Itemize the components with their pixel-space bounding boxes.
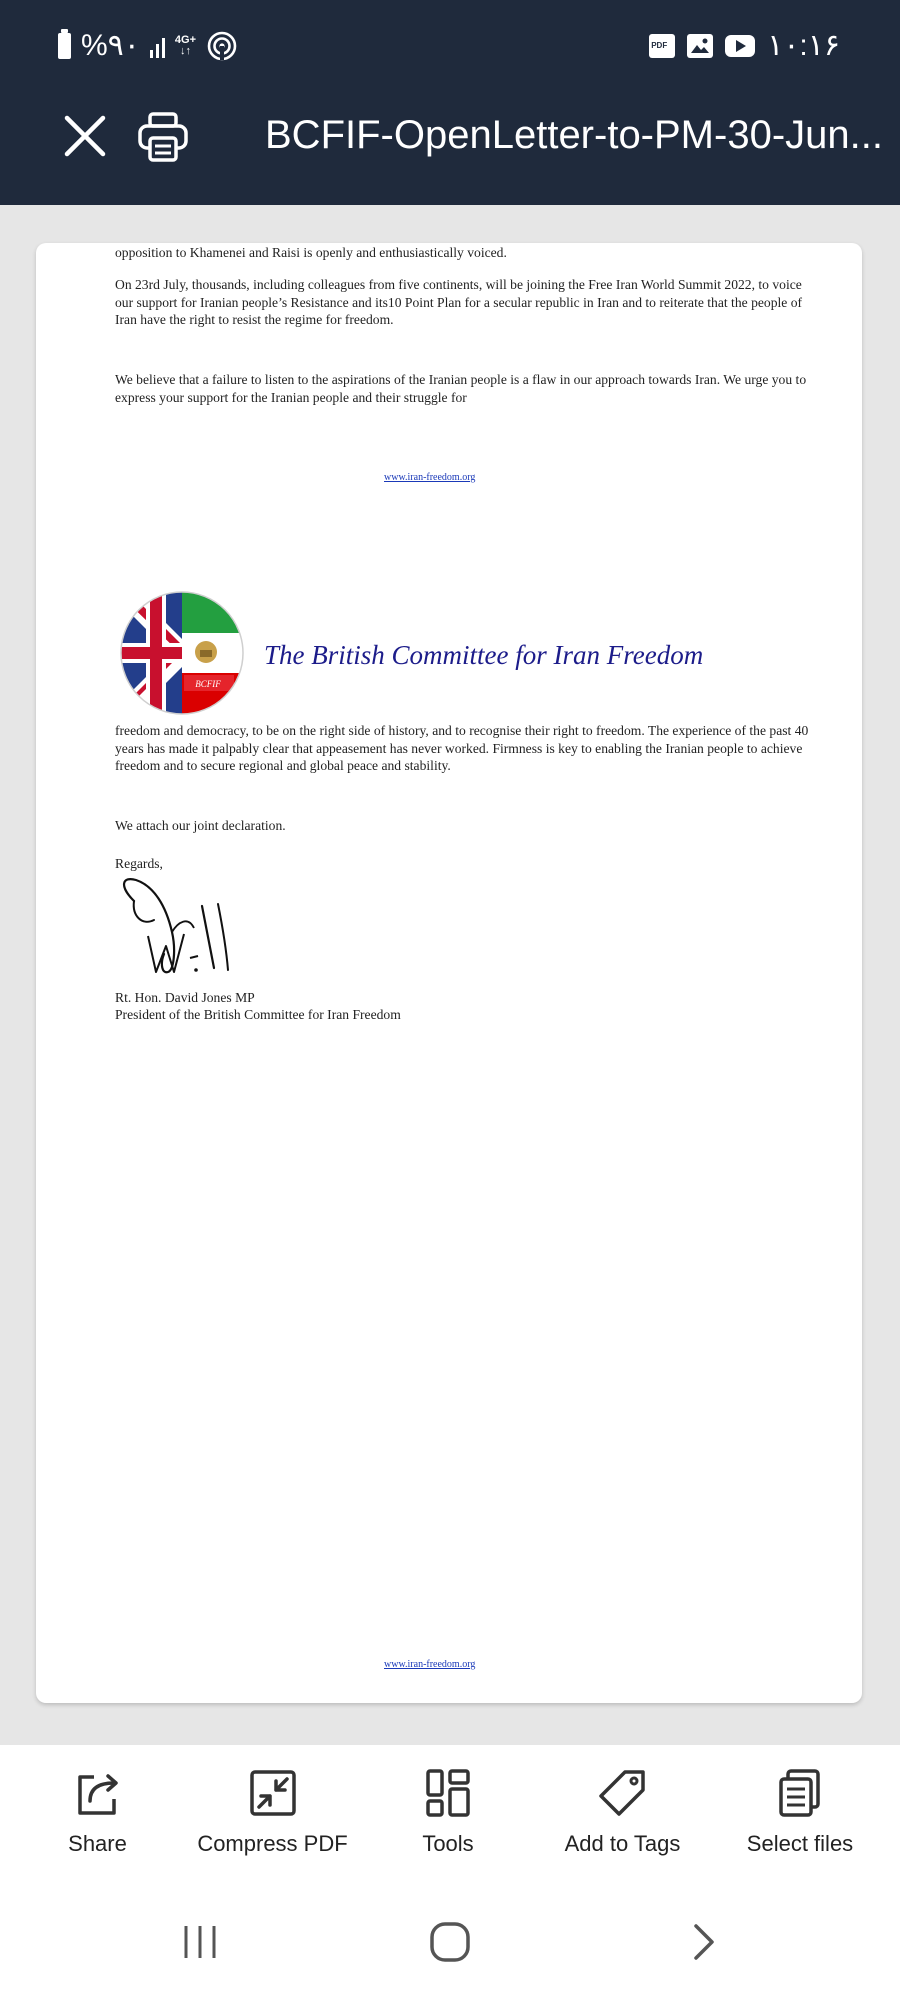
image-notification-icon: [687, 34, 713, 58]
signature: [114, 876, 254, 981]
print-icon[interactable]: [136, 110, 190, 164]
share-icon: [72, 1767, 124, 1819]
recent-apps-icon[interactable]: [178, 1920, 222, 1964]
battery-icon: [58, 33, 71, 59]
files-icon: [774, 1767, 826, 1819]
pdf-notification-label: PDF: [651, 40, 668, 50]
paragraph-freedom: freedom and democracy, to be on the right side of history, and to recognise their right to freedom. The experience of the past 40 years has made it palpably clear that appeasement has never worked. Firmness is key to enabling the Iranian people to achieve freedom and to secure regional and global peace and stability.: [115, 723, 809, 773]
home-icon[interactable]: [428, 1920, 472, 1964]
signatory-title: President of the British Committee for Iran Freedom: [115, 1007, 401, 1022]
select-files-button[interactable]: [730, 1745, 870, 1880]
close-icon[interactable]: [62, 113, 108, 159]
select-files-label: Select files: [746, 1831, 854, 1856]
paragraph-opposition: opposition to Khamenei and Raisi is openly and enthusiastically voiced.: [115, 245, 507, 260]
share-label: Share: [68, 1831, 127, 1856]
back-icon[interactable]: [682, 1920, 726, 1964]
battery-level: %۹۰: [81, 29, 140, 62]
status-bar-left: [58, 28, 238, 63]
website-link-top[interactable]: www.iran-freedom.org: [384, 472, 476, 483]
paragraph-declaration: We attach our joint declaration.: [115, 818, 286, 833]
tools-icon: [422, 1767, 474, 1819]
bottom-toolbar: [0, 1745, 900, 1880]
hotspot-icon: [206, 30, 238, 62]
signal-icon: [150, 34, 165, 58]
logo-badge-text: BCFIF: [195, 679, 221, 689]
status-bar-right: [649, 28, 840, 63]
compress-icon: [247, 1767, 299, 1819]
committee-name: The British Committee for Iran Freedom: [264, 640, 704, 670]
pdf-viewer[interactable]: [0, 205, 900, 1745]
paragraph-appeal: We believe that a failure to listen to the aspirations of the Iranian people is a flaw in our approach towards Iran. We urge you to express your support for the Iranian people and their struggle for: [115, 372, 807, 405]
network-type-icon: [175, 35, 196, 57]
paragraph-regards: Regards,: [115, 856, 163, 871]
share-button[interactable]: [40, 1745, 155, 1880]
compress-pdf-label: Compress PDF: [197, 1831, 348, 1856]
network-label: 4G+: [174, 33, 197, 46]
pdf-notification-icon: [649, 34, 675, 58]
android-navigation-bar: [0, 1880, 900, 2000]
document-title: BCFIF-OpenLetter-to-PM-30-Jun...: [265, 113, 883, 157]
app-header: [0, 0, 900, 205]
tag-icon: [597, 1767, 649, 1819]
tools-button[interactable]: [398, 1745, 498, 1880]
youtube-notification-icon: [725, 35, 755, 57]
pdf-page: [36, 243, 862, 1703]
compress-pdf-button[interactable]: [180, 1745, 365, 1880]
paragraph-summit: On 23rd July, thousands, including colleagues from five continents, will be joining the Free Iran World Summit 2022, to voice our support for Iranian people’s Resistance and its10 Point Plan for a secular republic in Iran and to reiterate that the people of Iran have the right to resist the regime for freedom.: [115, 277, 803, 327]
signatory-name: Rt. Hon. David Jones MP: [115, 990, 255, 1005]
network-arrows: ↓↑: [179, 44, 191, 57]
add-to-tags-button[interactable]: [550, 1745, 695, 1880]
clock: ۱۰:۱۶: [767, 29, 840, 62]
tools-label: Tools: [422, 1831, 474, 1856]
add-to-tags-label: Add to Tags: [564, 1831, 681, 1856]
bcfif-logo: [120, 591, 244, 715]
website-link-bottom[interactable]: www.iran-freedom.org: [384, 1659, 476, 1670]
